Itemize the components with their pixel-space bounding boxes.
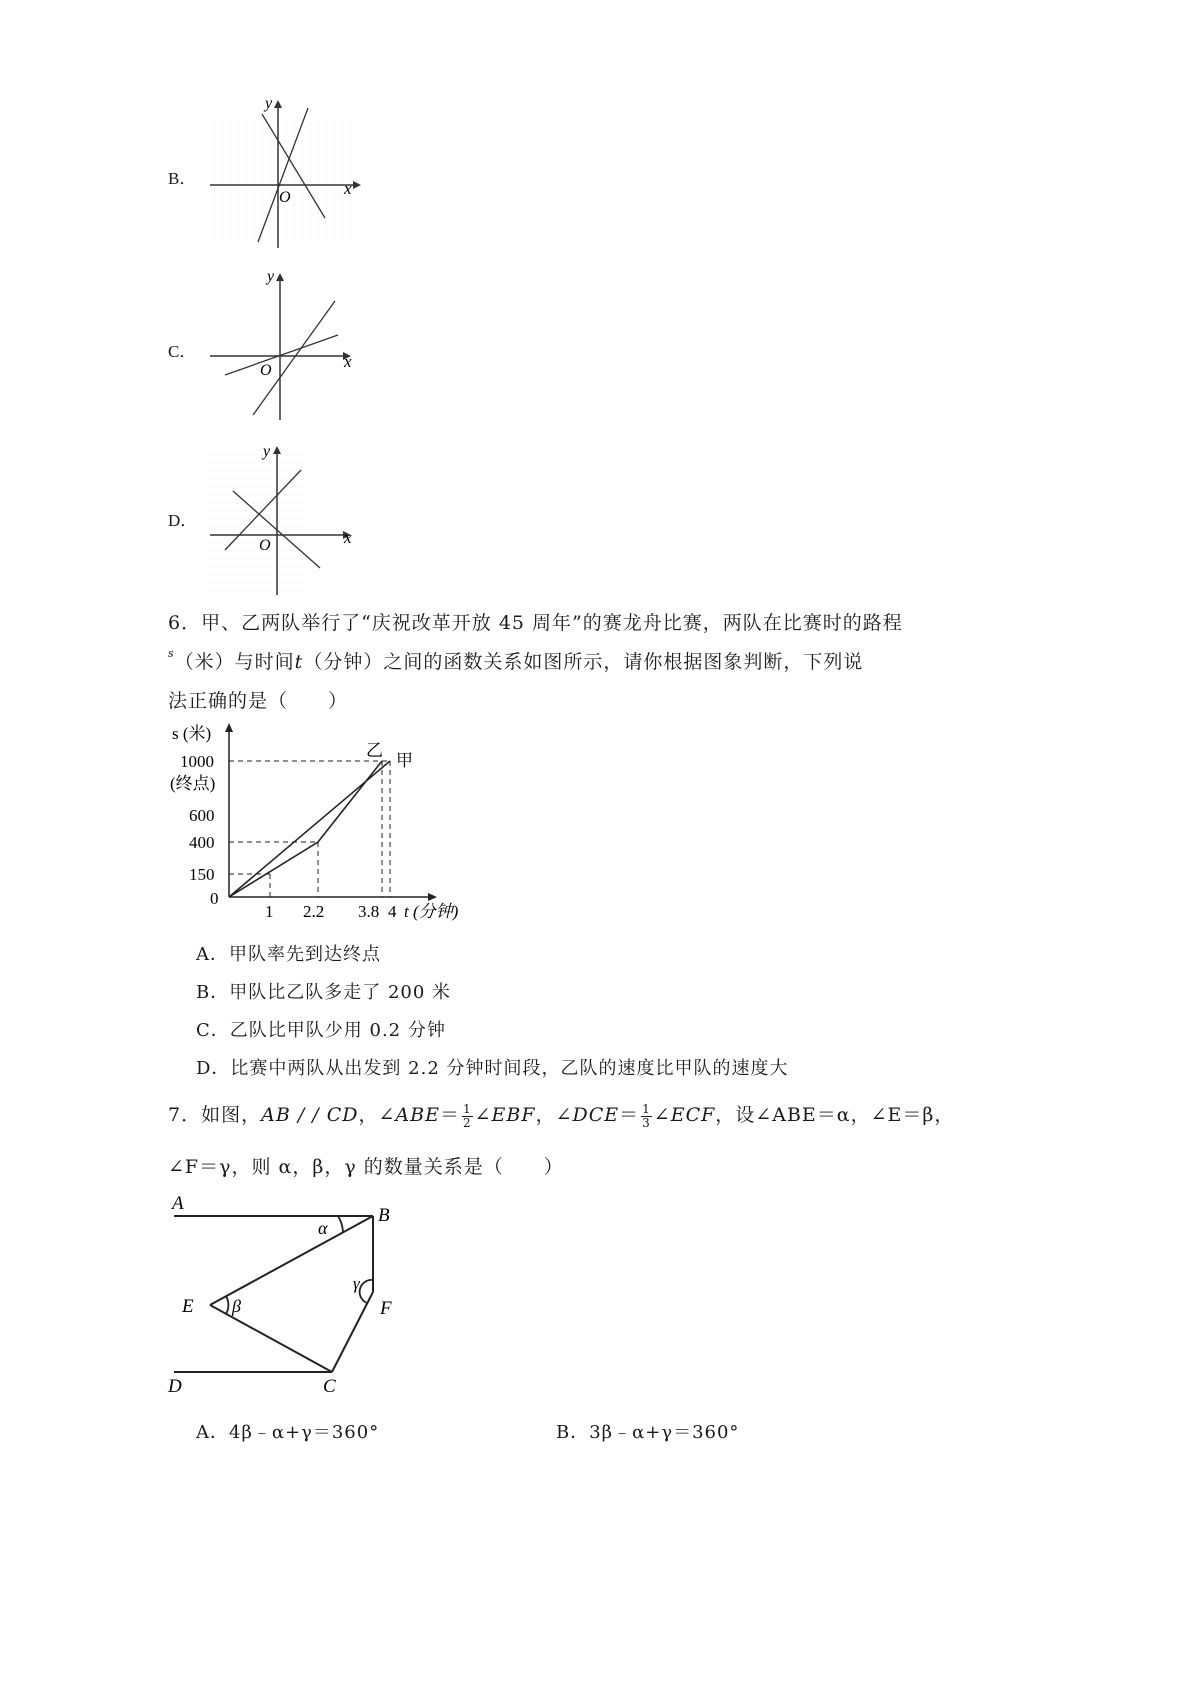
svg-text:O: O: [260, 362, 272, 379]
svg-text:3.8: 3.8: [358, 902, 380, 921]
svg-text:F: F: [380, 1298, 392, 1319]
svg-text:乙: 乙: [366, 741, 383, 760]
svg-text:600: 600: [189, 806, 215, 825]
q6-line-1: 6．甲、乙两队举行了“庆祝改革开放 45 周年”的赛龙舟比赛，两队在比赛时的路程: [168, 612, 903, 634]
option-d-label: D．: [168, 511, 198, 530]
option-b-graph: [205, 92, 365, 252]
svg-text:0: 0: [210, 889, 219, 908]
q7-choice-a: A．4β﹣α+γ＝360°: [196, 1422, 380, 1443]
svg-text:C: C: [323, 1376, 336, 1397]
svg-text:x: x: [344, 528, 352, 547]
q6-choice-c: C．乙队比甲队少用 0.2 分钟: [196, 1020, 446, 1041]
svg-text:4: 4: [388, 902, 397, 921]
option-c-graph: [205, 265, 365, 425]
q6-choice-a: A．甲队率先到达终点: [196, 944, 381, 965]
svg-text:x: x: [344, 179, 352, 198]
q6-line-3: 法正确的是（ ）: [168, 690, 349, 712]
svg-text:甲: 甲: [396, 751, 413, 770]
q7-line-1: 7．如图，AB / / CD，∠ABE＝ $\frac{1}{2}$ ∠EBF，∠DCE＝ $\frac{1}{3}$ ∠ECF，设∠ABE＝α，∠E＝β，: [168, 1101, 955, 1130]
svg-text:B: B: [378, 1205, 390, 1226]
svg-text:2.2: 2.2: [303, 902, 325, 921]
svg-text:150: 150: [189, 865, 215, 884]
svg-text:O: O: [279, 189, 291, 206]
svg-text:y: y: [265, 95, 273, 112]
q6-chart: [160, 714, 490, 924]
svg-text:D: D: [168, 1376, 182, 1397]
q7-line-2: ∠F＝γ，则 α，β，γ 的数量关系是（ ）: [168, 1156, 564, 1178]
q6-line-2: $^s$（米）与时间t（分钟）之间的函数关系如图所示，请你根据图象判断，下列说: [168, 647, 864, 673]
fraction-one-third: $\frac{1}{3}$: [642, 1101, 651, 1130]
option-c-label: C．: [168, 342, 197, 361]
q7-figure: [160, 1185, 420, 1405]
svg-text:β: β: [232, 1296, 241, 1316]
svg-text:O: O: [259, 537, 271, 554]
svg-text:x: x: [344, 352, 352, 371]
svg-text:t (分钟): t (分钟): [404, 902, 459, 921]
svg-text:y: y: [263, 443, 271, 460]
svg-text:A: A: [172, 1193, 184, 1214]
q6-choice-d: D．比赛中两队从出发到 2.2 分钟时间段，乙队的速度比甲队的速度大: [196, 1058, 789, 1079]
svg-text:E: E: [182, 1296, 194, 1317]
svg-text:1: 1: [265, 902, 274, 921]
svg-text:y: y: [267, 268, 275, 285]
option-b-label: B．: [168, 169, 197, 188]
option-d-graph: [205, 438, 365, 598]
svg-text:1000: 1000: [180, 752, 214, 771]
svg-text:α: α: [318, 1218, 328, 1238]
svg-text:400: 400: [189, 833, 215, 852]
svg-text:γ: γ: [353, 1274, 360, 1293]
svg-text:s (米): s (米): [172, 724, 212, 743]
q7-choice-b: B．3β﹣α+γ＝360°: [556, 1422, 740, 1443]
fraction-one-half: $\frac{1}{2}$: [462, 1101, 472, 1130]
q6-choice-b: B．甲队比乙队多走了 200 米: [196, 982, 452, 1003]
svg-text:(终点): (终点): [170, 774, 216, 793]
